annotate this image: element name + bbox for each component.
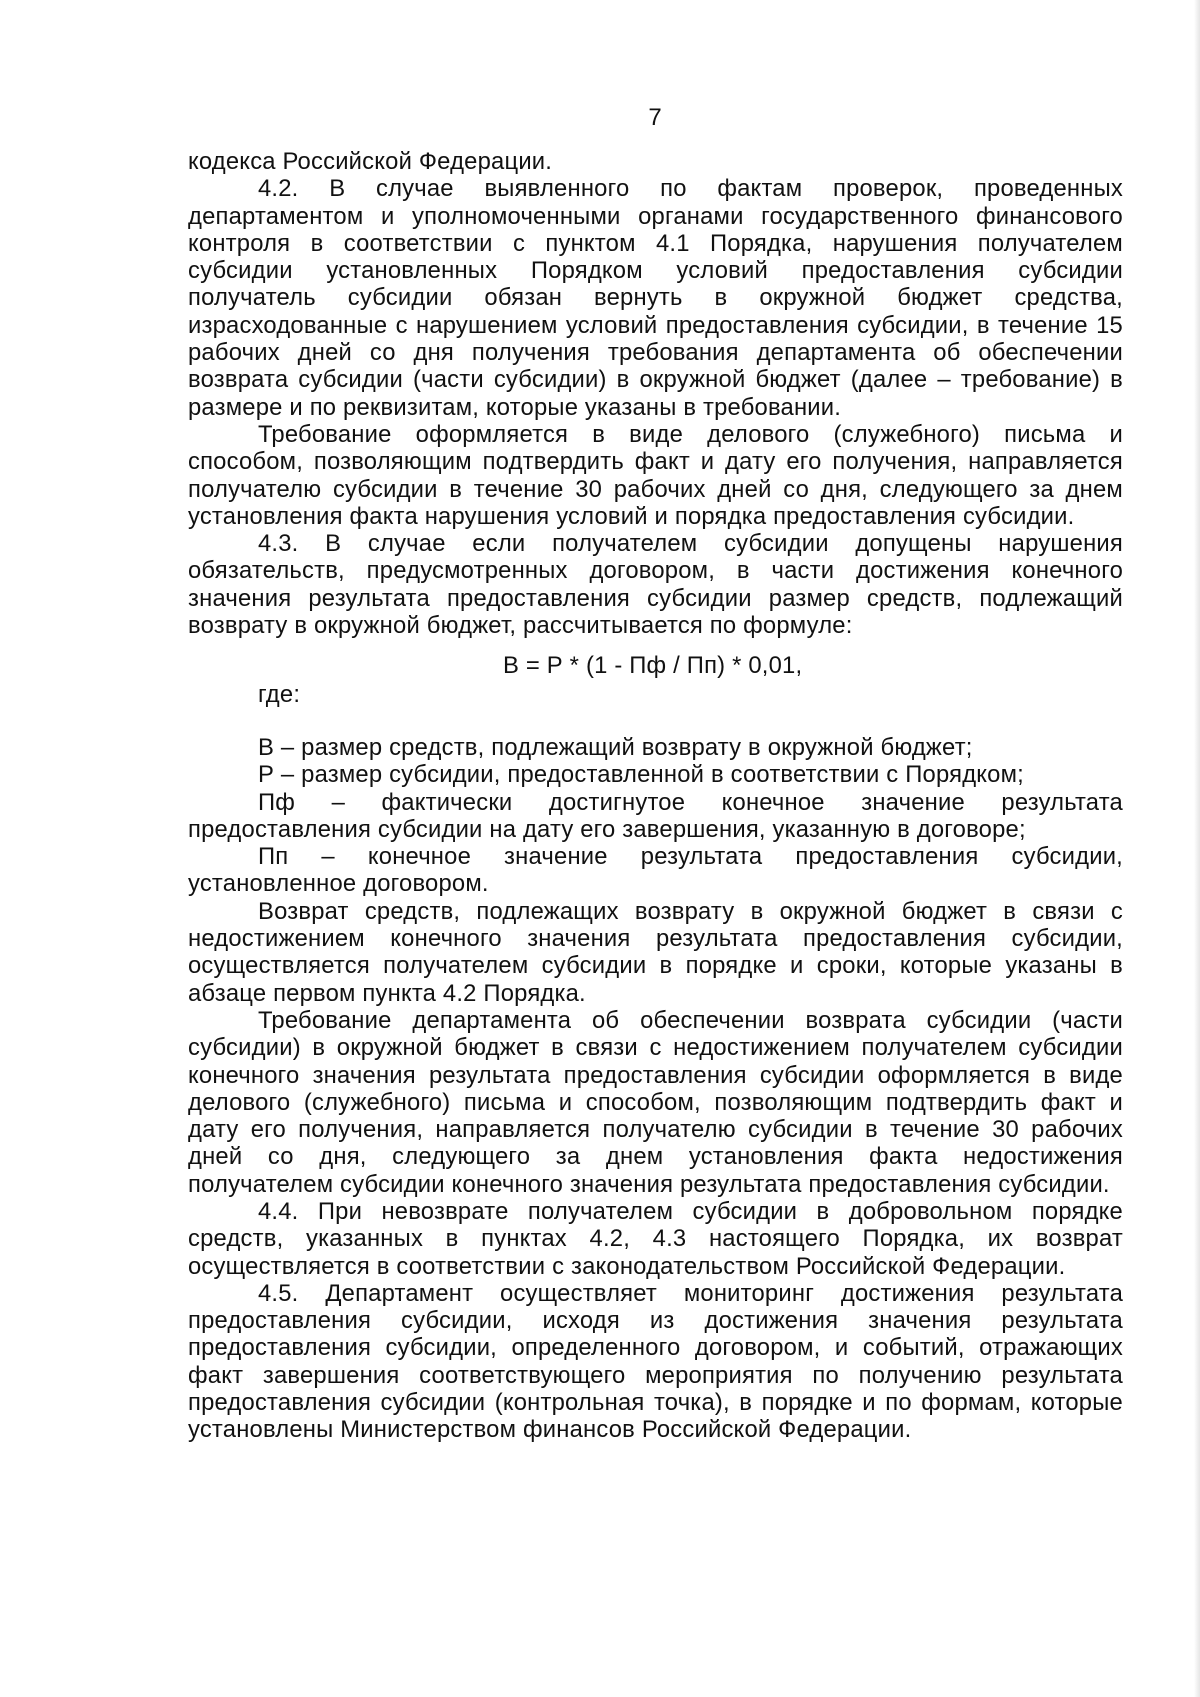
page-number: 7 [648,104,662,131]
formula-term-pp: Пп – конечное значение результата предоставления субсидии, установленное договором. [188,843,1123,898]
formula-term-pf: Пф – фактически достигнутое конечное значение результата предоставления субсидии на дату его завершения, указанную в договоре; [188,788,1123,843]
formula-where-label: где: [258,680,301,708]
paragraph-requirement-department: Требование департамента об обеспечении возврата субсидии (части субсидии) в окружной бюджет в связи с недостижением получателем субсидии конечного значения результата предоставления субсидии оформляется в виде делового (служебного) письма и способом, позволяющим подтвердить факт и дату его получения, направляется получателю субсидии в течение 30 рабочих дней со дня, следующего за днем установления факта недостижения получателем субсидии конечного значения результата предоставления субсидии. [188,1006,1123,1198]
paragraph-4-4: 4.4. При невозврате получателем субсидии в добровольном порядке средств, указанных в пунктах 4.2, 4.3 настоящего Порядка, их возврат осуществляется в соответствии с законодательством Российской Федерации. [188,1197,1123,1280]
formula-term-r: Р – размер субсидии, предоставленной в соответствии с Порядком; [258,761,1024,789]
paragraph-refund: Возврат средств, подлежащих возврату в окружной бюджет в связи с недостижением конечного значения результата предоставления субсидии, осуществляется получателем субсидии в порядке и сроки, которые указаны в абзаце первом пункта 4.2 Порядка. [188,897,1123,1007]
document-body [188,148,1123,1444]
paragraph-4-5: 4.5. Департамент осуществляет мониторинг достижения результата предоставления субсидии, исходя из достижения значения результата предоставления субсидии, определенного договором, и событий, отражающих факт завершения соответствующего мероприятия по получению результата предоставления субсидии (контрольная точка), в порядке и по формам, которые установлены Министерством финансов Российской Федерации. [188,1279,1123,1444]
formula: В = Р * (1 - Пф / Пп) * 0,01, [503,652,803,680]
paragraph-4-2: 4.2. В случае выявленного по фактам проверок, проведенных департаментом и уполномоченными органами государственного финансового контроля в соответствии с пунктом 4.1 Порядка, нарушения получателем субсидии установленных Порядком условий предоставления субсидии получатель субсидии обязан вернуть в окружной бюджет средства, израсходованные с нарушением условий предоставления субсидии, в течение 15 рабочих дней со дня получения требования департамента об обеспечении возврата субсидии (части субсидии) в окружной бюджет (далее – требование) в размере и по реквизитам, которые указаны в требовании. [188,175,1123,421]
paragraph-4-3: 4.3. В случае если получателем субсидии допущены нарушения обязательств, предусмотренных договором, в части достижения конечного значения результата предоставления субсидии размер средств, подлежащий возврату в окружной бюджет, рассчитывается по формуле: [188,530,1123,640]
paragraph-continuation: кодекса Российской Федерации. [188,148,553,175]
scan-edge [1194,0,1200,1697]
formula-term-v: В – размер средств, подлежащий возврату в окружной бюджет; [258,733,973,761]
paragraph-requirement-form: Требование оформляется в виде делового (служебного) письма и способом, позволяющим подтвердить факт и дату его получения, направляется получателю субсидии в течение 30 рабочих дней со дня, следующего за днем установления факта нарушения условий и порядка предоставления субсидии. [188,420,1123,530]
